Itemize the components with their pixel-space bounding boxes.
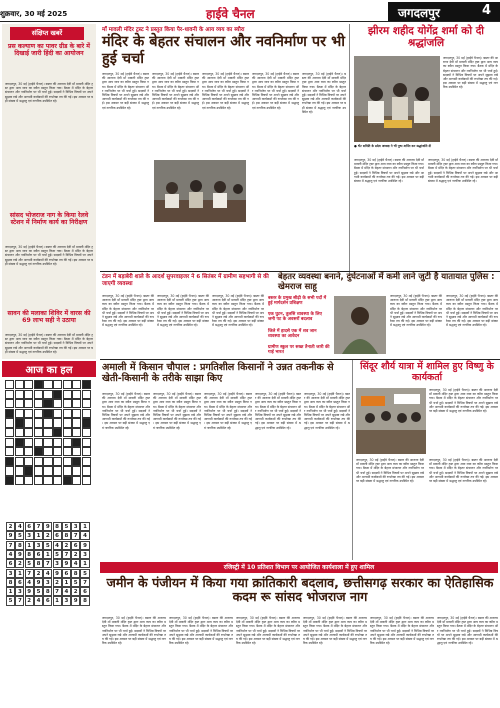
farm-top-rule bbox=[100, 359, 500, 360]
sidebar-item1-headline: प्रस कल्याण का पावर ग्रीड के बारे में दिखाई जारी हिंदी का आयोजन bbox=[8, 43, 90, 58]
farm-body-col3: जगदलपुर, 30 मई (हाईवे चैनल)। बस्तर की आराध्य देवी माँ मावली मंदिर ट्रस्ट द्वारा आय व्यय का ब्यौरा प्रस्तुत किया गया। बैठक में मंदिर के बेहतर संचालन और नवनिर्माण पर भी चर्चा हुई। सदस्यों ने विभिन्न विषयों पर अपने सुझाव रखे और आगामी कार्यक्रमों की रूपरेखा तय की गई। इस अवसर पर बड़ी संख्या में श्रद्धालु एवं नागरिक उपस्थित रहे। bbox=[204, 392, 252, 430]
farm-body-col2: जगदलपुर, 30 मई (हाईवे चैनल)। बस्तर की आराध्य देवी माँ मावली मंदिर ट्रस्ट द्वारा आय व्यय का ब्यौरा प्रस्तुत किया गया। बैठक में मंदिर के बेहतर संचालन और नवनिर्माण पर भी चर्चा हुई। सदस्यों ने विभिन्न विषयों पर अपने सुझाव रखे और आगामी कार्यक्रमों की रूपरेखा तय की गई। इस अवसर पर बड़ी संख्या में श्रद्धालु एवं नागरिक उपस्थित रहे। bbox=[153, 392, 201, 430]
crossword-cell bbox=[63, 409, 72, 418]
sudoku-cell: 5 bbox=[80, 569, 89, 578]
crossword-cell bbox=[82, 390, 91, 399]
crossword-cell bbox=[15, 399, 24, 408]
sudoku-cell: 3 bbox=[25, 531, 34, 540]
sudoku-cell: 3 bbox=[53, 559, 62, 568]
sudoku-cell: 4 bbox=[43, 569, 52, 578]
crossword-cell bbox=[53, 466, 62, 475]
meeting-photo-image bbox=[154, 160, 246, 222]
sudoku-cell: 8 bbox=[25, 550, 34, 559]
column-divider bbox=[349, 24, 350, 274]
sudoku-cell: 2 bbox=[71, 550, 80, 559]
crossword-cell bbox=[24, 466, 33, 475]
crossword-cell bbox=[82, 409, 91, 418]
crossword-cell bbox=[5, 476, 14, 485]
crossword-cell bbox=[63, 418, 72, 427]
traffic-body-col4: जगदलपुर, 30 मई (हाईवे चैनल)। बस्तर की आराध्य देवी माँ मावली मंदिर ट्रस्ट द्वारा आय व्यय का ब्यौरा प्रस्तुत किया गया। बैठक में मंदिर के बेहतर संचालन और नवनिर्माण पर भी चर्चा हुई। सदस्यों ने विभिन्न विषयों पर अपने सुझाव रखे और आगामी कार्यक्रमों की रूपरेखा तय की गई। इस अवसर पर बड़ी संख्या में श्रद्धालु एवं नागरिक उपस्थित रहे। bbox=[390, 294, 442, 328]
paper-name: हाईवे चैनल bbox=[206, 7, 255, 21]
bottom-kicker: रजिस्ट्री में 10 प्रतिशत विभाग पर आयोजित कार्यशाला में हुए शामिल bbox=[223, 564, 375, 571]
crossword-cell bbox=[53, 438, 62, 447]
crossword-cell bbox=[63, 438, 72, 447]
crossword-grid bbox=[5, 380, 95, 490]
crossword-cell bbox=[24, 380, 33, 389]
tribute-headline: झीरम शहीद योगेंद्र शर्मा को दी श्रद्धांजलि bbox=[367, 25, 485, 50]
sudoku-cell: 1 bbox=[6, 587, 15, 596]
sudoku-cell: 2 bbox=[53, 578, 62, 587]
sudoku-cell: 3 bbox=[71, 522, 80, 531]
farm-body-col5: जगदलपुर, 30 मई (हाईवे चैनल)। बस्तर की आराध्य देवी माँ मावली मंदिर ट्रस्ट द्वारा आय व्यय का ब्यौरा प्रस्तुत किया गया। बैठक में मंदिर के बेहतर संचालन और नवनिर्माण पर भी चर्चा हुई। सदस्यों ने विभिन्न विषयों पर अपने सुझाव रखे और आगामी कार्यक्रमों की रूपरेखा तय की गई। इस अवसर पर बड़ी संख्या में श्रद्धालु एवं नागरिक उपस्थित रहे। bbox=[304, 392, 350, 430]
sudoku-cell: 3 bbox=[34, 541, 43, 550]
sudoku-cell: 2 bbox=[71, 587, 80, 596]
sudoku-cell: 9 bbox=[25, 587, 34, 596]
traffic-bullet-3: जिले में हादसे एक में शव जान व्यवस्था का आवेदन bbox=[268, 329, 317, 340]
crossword-cell bbox=[15, 476, 24, 485]
lead-kicker: माँ मावली मंदिर ट्रस्ट ने प्रस्तुत किया पैर-धावनी के आय व्यय का ब्यौरा bbox=[102, 27, 245, 33]
sudoku-cell: 5 bbox=[34, 587, 43, 596]
lead-body-col3: जगदलपुर, 30 मई (हाईवे चैनल)। बस्तर की आराध्य देवी माँ मावली मंदिर ट्रस्ट द्वारा आय व्यय का ब्यौरा प्रस्तुत किया गया। बैठक में मंदिर के बेहतर संचालन और नवनिर्माण पर भी चर्चा हुई। सदस्यों ने विभिन्न विषयों पर अपने सुझाव रखे और आगामी कार्यक्रमों की रूपरेखा तय की गई। इस अवसर पर बड़ी संख्या में श्रद्धालु एवं नागरिक उपस्थित रहे। bbox=[202, 72, 249, 110]
sudoku-cell: 6 bbox=[43, 596, 52, 605]
sudoku-cell: 1 bbox=[53, 596, 62, 605]
sudoku-cell: 6 bbox=[53, 531, 62, 540]
crossword-cell bbox=[53, 380, 62, 389]
crossword-cell bbox=[5, 390, 14, 399]
crossword-cell bbox=[53, 418, 62, 427]
crossword-cell bbox=[34, 418, 43, 427]
crossword-cell bbox=[82, 380, 91, 389]
sudoku-cell: 7 bbox=[6, 541, 15, 550]
traffic-bullet-4: ग्रामीण स्कुल पर सख्त तैनाती जारी की गाई भारत bbox=[268, 345, 330, 356]
officer-portrait-image bbox=[334, 296, 386, 354]
crossword-cell bbox=[15, 390, 24, 399]
crossword-cell bbox=[34, 390, 43, 399]
tribute-body-c: जगदलपुर, 30 मई (हाईवे चैनल)। बस्तर की आराध्य देवी माँ मावली मंदिर ट्रस्ट द्वारा आय व्यय का ब्यौरा प्रस्तुत किया गया। बैठक में मंदिर के बेहतर संचालन और नवनिर्माण पर भी चर्चा हुई। सदस्यों ने विभिन्न विषयों पर अपने सुझाव रखे और आगामी कार्यक्रमों की रूपरेखा तय की गई। इस अवसर पर बड़ी संख्या में श्रद्धालु एवं नागरिक उपस्थित रहे। bbox=[428, 158, 498, 184]
sudoku-cell: 2 bbox=[62, 541, 71, 550]
crossword-cell bbox=[82, 438, 91, 447]
sudoku-cell: 8 bbox=[6, 578, 15, 587]
crossword-cell bbox=[43, 428, 52, 437]
tribute-photo bbox=[354, 56, 440, 142]
crossword-cell bbox=[43, 438, 52, 447]
sudoku-cell: 8 bbox=[43, 587, 52, 596]
traffic-kicker: टंडन में बड़ाबेरी शाले के आदर्श सुपरवाइजर ने 6 सितंबर में ग्रामीण सहभागी से की जाएगी व्यवस्था bbox=[102, 274, 269, 287]
farm-body-col4: जगदलपुर, 30 मई (हाईवे चैनल)। बस्तर की आराध्य देवी माँ मावली मंदिर ट्रस्ट द्वारा आय व्यय का ब्यौरा प्रस्तुत किया गया। बैठक में मंदिर के बेहतर संचालन और नवनिर्माण पर भी चर्चा हुई। सदस्यों ने विभिन्न विषयों पर अपने सुझाव रखे और आगामी कार्यक्रमों की रूपरेखा तय की गई। इस अवसर पर बड़ी संख्या में श्रद्धालु एवं नागरिक उपस्थित रहे। bbox=[255, 392, 301, 430]
sudoku-cell: 5 bbox=[15, 531, 24, 540]
crossword-cell bbox=[82, 466, 91, 475]
sudoku-cell: 5 bbox=[62, 522, 71, 531]
bottom-body-col5: जगदलपुर, 30 मई (हाईवे चैनल)। बस्तर की आराध्य देवी माँ मावली मंदिर ट्रस्ट द्वारा आय व्यय का ब्यौरा प्रस्तुत किया गया। बैठक में मंदिर के बेहतर संचालन और नवनिर्माण पर भी चर्चा हुई। सदस्यों ने विभिन्न विषयों पर अपने सुझाव रखे और आगामी कार्यक्रमों की रूपरेखा तय की गई। इस अवसर पर बड़ी संख्या में श्रद्धालु एवं नागरिक उपस्थित रहे। bbox=[370, 616, 434, 646]
sudoku-cell: 6 bbox=[6, 559, 15, 568]
crossword-cell bbox=[63, 457, 72, 466]
sidebar-label: संक्षिप्त खबरें bbox=[10, 27, 84, 40]
crossword-cell bbox=[24, 390, 33, 399]
crossword-cell bbox=[43, 476, 52, 485]
sudoku-cell: 2 bbox=[43, 531, 52, 540]
crossword-cell bbox=[43, 457, 52, 466]
sudoku-cell: 6 bbox=[25, 522, 34, 531]
tribute-photo-image bbox=[354, 56, 440, 142]
bottom-headline: जमीन के पंजीयन में किया गया क्रांतिकारी बदलाव, छत्तीसगढ़ सरकार का ऐतिहासिक कदम रू सांसद भोजराज नाग bbox=[106, 575, 494, 605]
sudoku-cell: 4 bbox=[53, 541, 62, 550]
crossword-cell bbox=[5, 409, 14, 418]
sudoku-cell: 7 bbox=[34, 522, 43, 531]
sudoku-cell: 8 bbox=[53, 522, 62, 531]
sudoku-cell: 8 bbox=[62, 531, 71, 540]
traffic-bullets bbox=[268, 296, 330, 358]
crossword-cell bbox=[72, 390, 81, 399]
sudoku-cell: 9 bbox=[15, 550, 24, 559]
bottom-body-col1: जगदलपुर, 30 मई (हाईवे चैनल)। बस्तर की आराध्य देवी माँ मावली मंदिर ट्रस्ट द्वारा आय व्यय का ब्यौरा प्रस्तुत किया गया। बैठक में मंदिर के बेहतर संचालन और नवनिर्माण पर भी चर्चा हुई। सदस्यों ने विभिन्न विषयों पर अपने सुझाव रखे और आगामी कार्यक्रमों की रूपरेखा तय की गई। इस अवसर पर बड़ी संख्या में श्रद्धालु एवं नागरिक उपस्थित रहे। bbox=[102, 616, 166, 646]
bottom-body-col4: जगदलपुर, 30 मई (हाईवे चैनल)। बस्तर की आराध्य देवी माँ मावली मंदिर ट्रस्ट द्वारा आय व्यय का ब्यौरा प्रस्तुत किया गया। बैठक में मंदिर के बेहतर संचालन और नवनिर्माण पर भी चर्चा हुई। सदस्यों ने विभिन्न विषयों पर अपने सुझाव रखे और आगामी कार्यक्रमों की रूपरेखा तय की गई। इस अवसर पर बड़ी संख्या में श्रद्धालु एवं नागरिक उपस्थित रहे। bbox=[303, 616, 367, 646]
crossword-cell bbox=[82, 476, 91, 485]
crossword-cell bbox=[43, 418, 52, 427]
crossword-cell bbox=[72, 466, 81, 475]
crossword-cell bbox=[15, 457, 24, 466]
crossword-cell bbox=[63, 399, 72, 408]
bottom-body-col6: जगदलपुर, 30 मई (हाईवे चैनल)। बस्तर की आराध्य देवी माँ मावली मंदिर ट्रस्ट द्वारा आय व्यय का ब्यौरा प्रस्तुत किया गया। बैठक में मंदिर के बेहतर संचालन और नवनिर्माण पर भी चर्चा हुई। सदस्यों ने विभिन्न विषयों पर अपने सुझाव रखे और आगामी कार्यक्रमों की रूपरेखा तय की गई। इस अवसर पर बड़ी संख्या में श्रद्धालु एवं नागरिक उपस्थित रहे। bbox=[437, 616, 498, 646]
crossword-cell bbox=[53, 409, 62, 418]
crossword-cell bbox=[5, 438, 14, 447]
crossword-cell bbox=[63, 466, 72, 475]
crossword-cell bbox=[34, 476, 43, 485]
crossword-cell bbox=[72, 438, 81, 447]
crossword-cell bbox=[24, 409, 33, 418]
sudoku-cell: 3 bbox=[80, 550, 89, 559]
crossword-cell bbox=[24, 418, 33, 427]
sudoku-cell: 3 bbox=[6, 569, 15, 578]
sudoku-cell: 4 bbox=[15, 522, 24, 531]
sudoku-cell: 5 bbox=[43, 541, 52, 550]
sudoku-cell: 1 bbox=[80, 559, 89, 568]
crossword-cell bbox=[53, 476, 62, 485]
sudoku-cell: 4 bbox=[62, 587, 71, 596]
sindoor-body-a: जगदलपुर, 30 मई (हाईवे चैनल)। बस्तर की आराध्य देवी माँ मावली मंदिर ट्रस्ट द्वारा आय व्यय का ब्यौरा प्रस्तुत किया गया। बैठक में मंदिर के बेहतर संचालन और नवनिर्माण पर भी चर्चा हुई। सदस्यों ने विभिन्न विषयों पर अपने सुझाव रखे और आगामी कार्यक्रमों की रूपरेखा तय की गई। इस अवसर पर बड़ी संख्या में श्रद्धालु एवं नागरिक उपस्थित रहे। bbox=[429, 388, 498, 414]
crossword-cell bbox=[5, 418, 14, 427]
sudoku-cell: 1 bbox=[15, 569, 24, 578]
sidebar-item2-body: जगदलपुर, 30 मई (हाईवे चैनल)। बस्तर की आराध्य देवी माँ मावली मंदिर ट्रस्ट द्वारा आय व्यय का ब्यौरा प्रस्तुत किया गया। बैठक में मंदिर के बेहतर संचालन और नवनिर्माण पर भी चर्चा हुई। सदस्यों ने विभिन्न विषयों पर अपने सुझाव रखे और आगामी कार्यक्रमों की रूपरेखा तय की गई। इस अवसर पर बड़ी संख्या में श्रद्धालु एवं नागरिक उपस्थित रहे। bbox=[5, 245, 93, 266]
lead-body-col5: जगदलपुर, 30 मई (हाईवे चैनल)। बस्तर की आराध्य देवी माँ मावली मंदिर ट्रस्ट द्वारा आय व्यय का ब्यौरा प्रस्तुत किया गया। बैठक में मंदिर के बेहतर संचालन और नवनिर्माण पर भी चर्चा हुई। सदस्यों ने विभिन्न विषयों पर अपने सुझाव रखे और आगामी कार्यक्रमों की रूपरेखा तय की गई। इस अवसर पर बड़ी संख्या में श्रद्धालु एवं नागरिक उपस्थित रहे। bbox=[302, 72, 346, 114]
crossword-cell bbox=[63, 428, 72, 437]
sudoku-cell: 7 bbox=[15, 596, 24, 605]
sudoku-cell: 4 bbox=[71, 559, 80, 568]
crossword-cell bbox=[34, 466, 43, 475]
sudoku-cell: 8 bbox=[80, 596, 89, 605]
crossword-cell bbox=[24, 438, 33, 447]
traffic-body-col2: जगदलपुर, 30 मई (हाईवे चैनल)। बस्तर की आराध्य देवी माँ मावली मंदिर ट्रस्ट द्वारा आय व्यय का ब्यौरा प्रस्तुत किया गया। बैठक में मंदिर के बेहतर संचालन और नवनिर्माण पर भी चर्चा हुई। सदस्यों ने विभिन्न विषयों पर अपने सुझाव रखे और आगामी कार्यक्रमों की रूपरेखा तय की गई। इस अवसर पर बड़ी संख्या में श्रद्धालु एवं नागरिक उपस्थित रहे। bbox=[157, 294, 209, 328]
sudoku-cell: 7 bbox=[43, 559, 52, 568]
crossword-cell bbox=[43, 447, 52, 456]
sudoku-cell: 4 bbox=[80, 531, 89, 540]
sudoku-cell: 6 bbox=[80, 587, 89, 596]
crossword-cell bbox=[34, 428, 43, 437]
crossword-cell bbox=[15, 409, 24, 418]
crossword-cell bbox=[34, 399, 43, 408]
lead-photo bbox=[154, 160, 246, 222]
sudoku-cell: 1 bbox=[25, 541, 34, 550]
sudoku-cell: 9 bbox=[71, 596, 80, 605]
sindoor-body-b: जगदलपुर, 30 मई (हाईवे चैनल)। बस्तर की आराध्य देवी माँ मावली मंदिर ट्रस्ट द्वारा आय व्यय का ब्यौरा प्रस्तुत किया गया। बैठक में मंदिर के बेहतर संचालन और नवनिर्माण पर भी चर्चा हुई। सदस्यों ने विभिन्न विषयों पर अपने सुझाव रखे और आगामी कार्यक्रमों की रूपरेखा तय की गई। इस अवसर पर बड़ी संख्या में श्रद्धालु एवं नागरिक उपस्थित रहे। bbox=[356, 458, 424, 484]
sudoku-cell: 9 bbox=[43, 522, 52, 531]
sudoku-cell: 1 bbox=[34, 531, 43, 540]
crossword-cell bbox=[5, 447, 14, 456]
sudoku-cell: 9 bbox=[53, 569, 62, 578]
sudoku-cell: 8 bbox=[71, 569, 80, 578]
sudoku-cell: 7 bbox=[80, 578, 89, 587]
sudoku-cell: 2 bbox=[15, 559, 24, 568]
lead-body-col1: जगदलपुर, 30 मई (हाईवे चैनल)। बस्तर की आराध्य देवी माँ मावली मंदिर ट्रस्ट द्वारा आय व्यय का ब्यौरा प्रस्तुत किया गया। बैठक में मंदिर के बेहतर संचालन और नवनिर्माण पर भी चर्चा हुई। सदस्यों ने विभिन्न विषयों पर अपने सुझाव रखे और आगामी कार्यक्रमों की रूपरेखा तय की गई। इस अवसर पर बड़ी संख्या में श्रद्धालु एवं नागरिक उपस्थित रहे। bbox=[102, 72, 149, 110]
sudoku-cell: 3 bbox=[62, 596, 71, 605]
tribute-body-b: जगदलपुर, 30 मई (हाईवे चैनल)। बस्तर की आराध्य देवी माँ मावली मंदिर ट्रस्ट द्वारा आय व्यय का ब्यौरा प्रस्तुत किया गया। बैठक में मंदिर के बेहतर संचालन और नवनिर्माण पर भी चर्चा हुई। सदस्यों ने विभिन्न विषयों पर अपने सुझाव रखे और आगामी कार्यक्रमों की रूपरेखा तय की गई। इस अवसर पर बड़ी संख्या में श्रद्धालु एवं नागरिक उपस्थित रहे। bbox=[354, 158, 424, 184]
crossword-cell bbox=[24, 428, 33, 437]
sudoku-cell: 6 bbox=[62, 569, 71, 578]
crossword-cell bbox=[82, 447, 91, 456]
sudoku-cell: 5 bbox=[6, 596, 15, 605]
crossword-cell bbox=[72, 380, 81, 389]
sudoku-cell: 6 bbox=[71, 541, 80, 550]
tribute-body-a: जगदलपुर, 30 मई (हाईवे चैनल)। बस्तर की आराध्य देवी माँ मावली मंदिर ट्रस्ट द्वारा आय व्यय का ब्यौरा प्रस्तुत किया गया। बैठक में मंदिर के बेहतर संचालन और नवनिर्माण पर भी चर्चा हुई। सदस्यों ने विभिन्न विषयों पर अपने सुझाव रखे और आगामी कार्यक्रमों की रूपरेखा तय की गई। इस अवसर पर बड़ी संख्या में श्रद्धालु एवं नागरिक उपस्थित रहे। bbox=[443, 56, 498, 90]
sudoku-cell: 8 bbox=[15, 541, 24, 550]
sudoku-cell: 3 bbox=[15, 587, 24, 596]
sidebar-item2-headline: सांसद भोजराज नाग के किया रेलवे स्टेशन में निर्माण कार्य का निरीक्षण bbox=[9, 212, 89, 227]
crossword-cell bbox=[72, 457, 81, 466]
crossword-cell bbox=[72, 428, 81, 437]
sudoku-cell: 3 bbox=[43, 578, 52, 587]
sudoku-cell: 9 bbox=[6, 531, 15, 540]
crossword-cell bbox=[43, 390, 52, 399]
crossword-cell bbox=[82, 418, 91, 427]
crossword-cell bbox=[43, 399, 52, 408]
sudoku-cell: 9 bbox=[34, 578, 43, 587]
crossword-cell bbox=[63, 447, 72, 456]
crossword-cell bbox=[72, 418, 81, 427]
crossword-cell bbox=[5, 466, 14, 475]
sudoku-cell: 8 bbox=[34, 559, 43, 568]
sudoku-cell: 5 bbox=[25, 559, 34, 568]
traffic-bullet-1: बस्तर के प्रमुख सीढ़ी के सभी पदों में हुई मार्गदर्शन प्रशिक्षण bbox=[268, 296, 327, 307]
crossword-cell bbox=[15, 438, 24, 447]
crossword-cell bbox=[53, 447, 62, 456]
crossword-cell bbox=[24, 399, 33, 408]
sudoku-cell: 6 bbox=[34, 550, 43, 559]
crossword-cell bbox=[34, 447, 43, 456]
crossword-cell bbox=[34, 380, 43, 389]
lead-body-col4: जगदलपुर, 30 मई (हाईवे चैनल)। बस्तर की आराध्य देवी माँ मावली मंदिर ट्रस्ट द्वारा आय व्यय का ब्यौरा प्रस्तुत किया गया। बैठक में मंदिर के बेहतर संचालन और नवनिर्माण पर भी चर्चा हुई। सदस्यों ने विभिन्न विषयों पर अपने सुझाव रखे और आगामी कार्यक्रमों की रूपरेखा तय की गई। इस अवसर पर बड़ी संख्या में श्रद्धालु एवं नागरिक उपस्थित रहे। bbox=[252, 72, 299, 110]
crossword-cell bbox=[24, 457, 33, 466]
sudoku-cell: 1 bbox=[62, 578, 71, 587]
traffic-body-col3: जगदलपुर, 30 मई (हाईवे चैनल)। बस्तर की आराध्य देवी माँ मावली मंदिर ट्रस्ट द्वारा आय व्यय का ब्यौरा प्रस्तुत किया गया। बैठक में मंदिर के बेहतर संचालन और नवनिर्माण पर भी चर्चा हुई। सदस्यों ने विभिन्न विषयों पर अपने सुझाव रखे और आगामी कार्यक्रमों की रूपरेखा तय की गई। इस अवसर पर बड़ी संख्या में श्रद्धालु एवं नागरिक उपस्थित रहे। bbox=[212, 294, 264, 328]
traffic-body-col1: जगदलपुर, 30 मई (हाईवे चैनल)। बस्तर की आराध्य देवी माँ मावली मंदिर ट्रस्ट द्वारा आय व्यय का ब्यौरा प्रस्तुत किया गया। बैठक में मंदिर के बेहतर संचालन और नवनिर्माण पर भी चर्चा हुई। सदस्यों ने विभिन्न विषयों पर अपने सुझाव रखे और आगामी कार्यक्रमों की रूपरेखा तय की गई। इस अवसर पर बड़ी संख्या में श्रद्धालु एवं नागरिक उपस्थित रहे। bbox=[102, 294, 154, 328]
crossword-cell bbox=[5, 380, 14, 389]
crossword-cell bbox=[82, 428, 91, 437]
sudoku-cell: 5 bbox=[53, 550, 62, 559]
tribute-caption: ● भेंट समिति के प्रदेश अध्यक्ष ने भी पुष्प अर्पित कर श्रद्धांजलि दी bbox=[354, 144, 431, 148]
sidebar-item3-headline: सावन की मलाका शिविर में वारस की 69 लाभ सही ने उठाया bbox=[7, 310, 91, 325]
crossword-cell bbox=[53, 390, 62, 399]
crossword-cell bbox=[15, 428, 24, 437]
sudoku-cell: 4 bbox=[34, 596, 43, 605]
page-number: 4 bbox=[482, 3, 492, 18]
crossword-cell bbox=[82, 399, 91, 408]
crossword-cell bbox=[15, 418, 24, 427]
bottom-body-col2: जगदलपुर, 30 मई (हाईवे चैनल)। बस्तर की आराध्य देवी माँ मावली मंदिर ट्रस्ट द्वारा आय व्यय का ब्यौरा प्रस्तुत किया गया। बैठक में मंदिर के बेहतर संचालन और नवनिर्माण पर भी चर्चा हुई। सदस्यों ने विभिन्न विषयों पर अपने सुझाव रखे और आगामी कार्यक्रमों की रूपरेखा तय की गई। इस अवसर पर बड़ी संख्या में श्रद्धालु एवं नागरिक उपस्थित रहे। bbox=[169, 616, 233, 646]
crossword-cell bbox=[72, 409, 81, 418]
sudoku-cell: 7 bbox=[53, 587, 62, 596]
crossword-cell bbox=[63, 380, 72, 389]
crossword-cell bbox=[53, 428, 62, 437]
farm-headline: अमाली में किसान चौपाल : प्रगतिशील किसानों ने उन्नत तकनीक से खेती-किसानी के तरीके साझा किए bbox=[102, 362, 334, 385]
puzzle-title: आज का हल bbox=[25, 365, 73, 376]
bottom-body-col3: जगदलपुर, 30 मई (हाईवे चैनल)। बस्तर की आराध्य देवी माँ मावली मंदिर ट्रस्ट द्वारा आय व्यय का ब्यौरा प्रस्तुत किया गया। बैठक में मंदिर के बेहतर संचालन और नवनिर्माण पर भी चर्चा हुई। सदस्यों ने विभिन्न विषयों पर अपने सुझाव रखे और आगामी कार्यक्रमों की रूपरेखा तय की गई। इस अवसर पर बड़ी संख्या में श्रद्धालु एवं नागरिक उपस्थित रहे। bbox=[236, 616, 300, 646]
sindoor-photo bbox=[356, 388, 426, 454]
sudoku-cell: 4 bbox=[25, 578, 34, 587]
sudoku-cell: 4 bbox=[6, 550, 15, 559]
sindoor-body-c: जगदलपुर, 30 मई (हाईवे चैनल)। बस्तर की आराध्य देवी माँ मावली मंदिर ट्रस्ट द्वारा आय व्यय का ब्यौरा प्रस्तुत किया गया। बैठक में मंदिर के बेहतर संचालन और नवनिर्माण पर भी चर्चा हुई। सदस्यों ने विभिन्न विषयों पर अपने सुझाव रखे और आगामी कार्यक्रमों की रूपरेखा तय की गई। इस अवसर पर बड़ी संख्या में श्रद्धालु एवं नागरिक उपस्थित रहे। bbox=[429, 458, 498, 484]
issue-date: शुक्रवार, 30 मई 2025 bbox=[0, 9, 68, 18]
city-name: जगदलपुर bbox=[398, 6, 440, 20]
sudoku-grid bbox=[6, 522, 90, 606]
sudoku-cell: 9 bbox=[62, 559, 71, 568]
sudoku-cell: 2 bbox=[34, 569, 43, 578]
lead-headline: मंदिर के बेहतर संचालन और नवनिर्माण पर भी हुई चर्चा bbox=[102, 34, 346, 67]
crossword-cell bbox=[53, 399, 62, 408]
sudoku-cell: 9 bbox=[80, 541, 89, 550]
sudoku-cell: 7 bbox=[71, 531, 80, 540]
crossword-cell bbox=[53, 457, 62, 466]
crossword-cell bbox=[24, 476, 33, 485]
crossword-cell bbox=[15, 447, 24, 456]
sudoku-cell: 7 bbox=[62, 550, 71, 559]
sudoku-cell: 7 bbox=[25, 569, 34, 578]
traffic-body-col5: जगदलपुर, 30 मई (हाईवे चैनल)। बस्तर की आराध्य देवी माँ मावली मंदिर ट्रस्ट द्वारा आय व्यय का ब्यौरा प्रस्तुत किया गया। बैठक में मंदिर के बेहतर संचालन और नवनिर्माण पर भी चर्चा हुई। सदस्यों ने विभिन्न विषयों पर अपने सुझाव रखे और आगामी कार्यक्रमों की रूपरेखा तय की गई। इस अवसर पर बड़ी संख्या में श्रद्धालु एवं नागरिक उपस्थित रहे। bbox=[446, 294, 498, 328]
farm-body-col1: जगदलपुर, 30 मई (हाईवे चैनल)। बस्तर की आराध्य देवी माँ मावली मंदिर ट्रस्ट द्वारा आय व्यय का ब्यौरा प्रस्तुत किया गया। बैठक में मंदिर के बेहतर संचालन और नवनिर्माण पर भी चर्चा हुई। सदस्यों ने विभिन्न विषयों पर अपने सुझाव रखे और आगामी कार्यक्रमों की रूपरेखा तय की गई। इस अवसर पर बड़ी संख्या में श्रद्धालु एवं नागरिक उपस्थित रहे। bbox=[102, 392, 150, 430]
crossword-cell bbox=[34, 409, 43, 418]
sindoor-headline: सिंदूर शौर्य यात्रा में शामिल हुए विष्णु के कार्यकर्ता bbox=[360, 361, 494, 383]
crossword-cell bbox=[5, 428, 14, 437]
sudoku-cell: 2 bbox=[6, 522, 15, 531]
sindoor-divider bbox=[352, 360, 353, 560]
traffic-headline: बेहतर व्यवस्था बनाने, दुर्घटनाओं में कमी लाने जुटी है यातायात पुलिस : खेमराज साहू bbox=[278, 271, 495, 291]
sudoku-cell: 1 bbox=[80, 522, 89, 531]
crossword-cell bbox=[5, 457, 14, 466]
traffic-bullet-2: एक घुटन, तुलसि व्यवस्था के लिए जमी पट के अवसरों बदलाव bbox=[268, 312, 322, 323]
crossword-cell bbox=[72, 447, 81, 456]
sudoku-cell: 5 bbox=[71, 578, 80, 587]
crossword-cell bbox=[5, 399, 14, 408]
crossword-cell bbox=[15, 380, 24, 389]
masthead-rule bbox=[0, 21, 500, 22]
crossword-cell bbox=[34, 457, 43, 466]
crossword-cell bbox=[72, 476, 81, 485]
sudoku-cell: 2 bbox=[25, 596, 34, 605]
crossword-cell bbox=[43, 409, 52, 418]
crossword-cell bbox=[63, 476, 72, 485]
rally-photo-image bbox=[356, 388, 426, 454]
sudoku-cell: 6 bbox=[15, 578, 24, 587]
crossword-cell bbox=[15, 466, 24, 475]
crossword-cell bbox=[72, 399, 81, 408]
crossword-cell bbox=[34, 438, 43, 447]
sudoku-cell: 1 bbox=[43, 550, 52, 559]
crossword-cell bbox=[43, 466, 52, 475]
crossword-cell bbox=[82, 457, 91, 466]
lead-body-col2: जगदलपुर, 30 मई (हाईवे चैनल)। बस्तर की आराध्य देवी माँ मावली मंदिर ट्रस्ट द्वारा आय व्यय का ब्यौरा प्रस्तुत किया गया। बैठक में मंदिर के बेहतर संचालन और नवनिर्माण पर भी चर्चा हुई। सदस्यों ने विभिन्न विषयों पर अपने सुझाव रखे और आगामी कार्यक्रमों की रूपरेखा तय की गई। इस अवसर पर बड़ी संख्या में श्रद्धालु एवं नागरिक उपस्थित रहे। bbox=[152, 72, 199, 110]
sidebar-item1-body: जगदलपुर, 30 मई (हाईवे चैनल)। बस्तर की आराध्य देवी माँ मावली मंदिर ट्रस्ट द्वारा आय व्यय का ब्यौरा प्रस्तुत किया गया। बैठक में मंदिर के बेहतर संचालन और नवनिर्माण पर भी चर्चा हुई। सदस्यों ने विभिन्न विषयों पर अपने सुझाव रखे और आगामी कार्यक्रमों की रूपरेखा तय की गई। इस अवसर पर बड़ी संख्या में श्रद्धालु एवं नागरिक उपस्थित रहे। bbox=[5, 82, 93, 103]
crossword-cell bbox=[24, 447, 33, 456]
masthead bbox=[0, 0, 500, 22]
crossword-cell bbox=[63, 390, 72, 399]
sidebar-item3-body: जगदलपुर, 30 मई (हाईवे चैनल)। बस्तर की आराध्य देवी माँ मावली मंदिर ट्रस्ट द्वारा आय व्यय का ब्यौरा प्रस्तुत किया गया। बैठक में मंदिर के बेहतर संचालन और नवनिर्माण पर भी चर्चा हुई। सदस्यों ने विभिन्न विषयों पर अपने सुझाव रखे और आगामी कार्यक्रमों की रूपरेखा तय की गई। इस अवसर पर बड़ी संख्या में श्रद्धालु एवं नागरिक उपस्थित रहे। bbox=[5, 333, 93, 354]
traffic-photo bbox=[334, 296, 386, 354]
crossword-cell bbox=[43, 380, 52, 389]
